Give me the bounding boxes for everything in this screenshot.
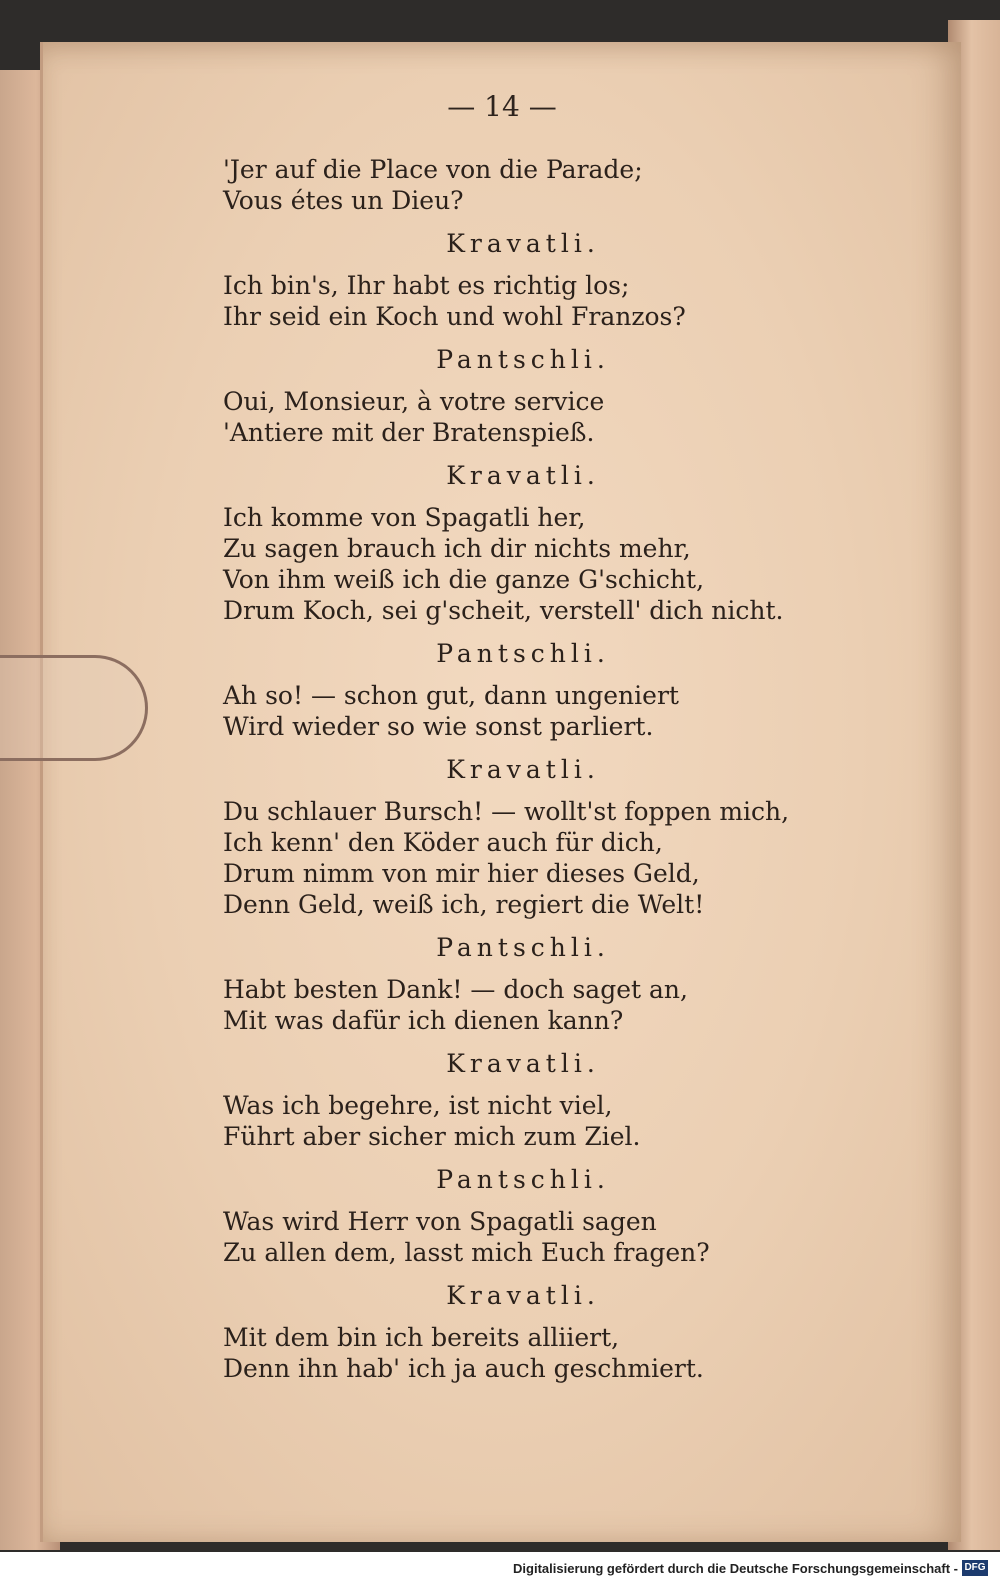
verse-line: Wird wieder so wie sonst parliert. [223,712,654,741]
verse-line: Drum Koch, sei g'scheit, verstell' dich nicht. [223,596,784,625]
verse-line: Denn ihn hab' ich ja auch geschmiert. [223,1354,704,1383]
verse-line: Denn Geld, weiß ich, regiert die Welt! [223,890,705,919]
verse-text [223,154,863,1384]
verse-line: Du schlauer Bursch! — wollt'st foppen mich, [223,797,790,826]
verse-line: Was ich begehre, ist nicht viel, [223,1091,613,1120]
verse-line: Ich bin's, Ihr habt es richtig los; [223,271,630,300]
verse-line: Ihr seid ein Koch und wohl Franzos? [223,302,686,331]
book-page [40,42,961,1542]
verse-line: Zu allen dem, lasst mich Euch fragen? [223,1238,710,1267]
verse-line: Mit was dafür ich dienen kann? [223,1006,624,1035]
speaker-name: Kravatli. [446,1049,600,1078]
speaker-name: Pantschli. [436,345,610,374]
speaker-name: Pantschli. [436,639,610,668]
verse-line: Oui, Monsieur, à votre service [223,387,605,416]
speaker-name: Pantschli. [436,933,610,962]
footer-credit: Digitalisierung gefördert durch die Deutsche Forschungsgemeinschaft - [513,1561,958,1576]
verse-line: Drum nimm von mir hier dieses Geld, [223,859,700,888]
verse-line: Habt besten Dank! — doch saget an, [223,975,688,1004]
speaker-name: Kravatli. [446,229,600,258]
page-number: — 14 — [447,90,557,123]
speaker-name: Pantschli. [436,1165,610,1194]
verse-line: Was wird Herr von Spagatli sagen [223,1207,657,1236]
verse-line: 'Jer auf die Place von die Parade; [223,155,643,184]
footer-bar [0,1552,1000,1588]
verse-line: Ah so! — schon gut, dann ungeniert [223,681,679,710]
verse-line: Mit dem bin ich bereits alliiert, [223,1323,620,1352]
dfg-logo: DFG [962,1560,988,1576]
verse-line: 'Antiere mit der Bratenspieß. [223,418,595,447]
speaker-name: Kravatli. [446,461,600,490]
verse-line: Führt aber sicher mich zum Ziel. [223,1122,641,1151]
speaker-name: Kravatli. [446,755,600,784]
bookmark-clip [0,655,148,761]
verse-line: Ich komme von Spagatli her, [223,503,586,532]
speaker-name: Kravatli. [446,1281,600,1310]
verse-line: Von ihm weiß ich die ganze G'schicht, [223,565,705,594]
verse-line: Vous étes un Dieu? [223,186,464,215]
verse-line: Ich kenn' den Köder auch für dich, [223,828,663,857]
verse-line: Zu sagen brauch ich dir nichts mehr, [223,534,691,563]
